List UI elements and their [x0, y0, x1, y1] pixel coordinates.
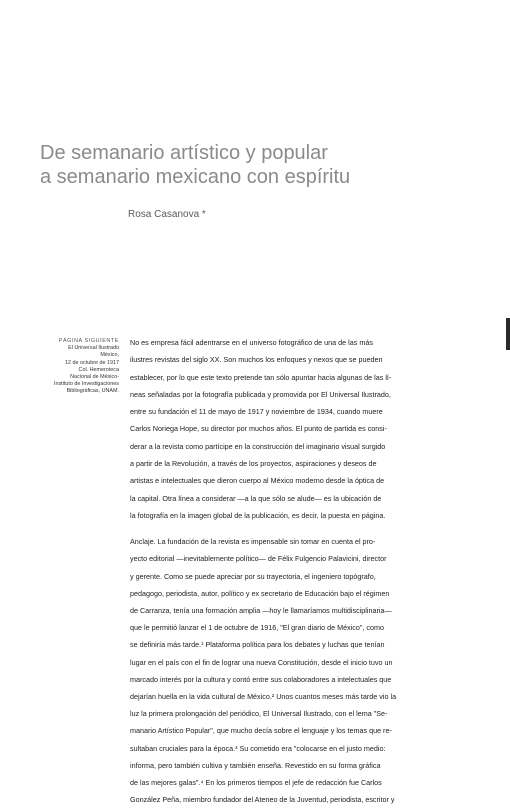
text-line: establecer, por lo que este texto pretende tan sólo apuntar hacia algunas de las lí- [130, 372, 392, 382]
caption-line: Instituto de Investigaciones [53, 381, 119, 388]
caption-line: 12 de octubre de 1917 [65, 359, 119, 366]
text-line: neas señaladas por la fotografía publicada y promovida por El Universal Ilustrado, [130, 389, 391, 399]
page-edge-tab [506, 318, 510, 350]
article-title [40, 141, 350, 189]
caption-label: PÁGINA SIGUIENTE [58, 338, 119, 344]
text-line: a partir de la Revolución, a través de los proyectos, aspiraciones y deseos de [130, 459, 377, 469]
text-line: manario Artístico Popular", que mucho decía sobre el lenguaje y los temas que re- [130, 726, 392, 736]
image-caption [8, 338, 119, 396]
text-line: y gerente. Como se puede apreciar por su trayectoria, el ingeniero topógrafo, [130, 571, 376, 581]
caption-line: Bibliográficas, UNAM. [66, 388, 119, 395]
text-line: González Peña, miembro fundador del Ateneo de la Juventud, periodista, escritor y [130, 795, 395, 805]
text-line: informa, pero también cultiva y también enseña. Revestido en su forma gráfica [130, 760, 381, 770]
text-line: yecto editorial —inevitablemente político— de Félix Fulgencio Palavicini, director [130, 554, 387, 564]
text-line: entre su fundación el 11 de mayo de 1917 y noviembre de 1934, cuando muere [130, 407, 383, 417]
paragraph-2 [130, 536, 457, 811]
text-line: derar a la revista como partícipe en la construcción del imaginario visual surgido [130, 441, 386, 451]
caption-line: Nacional de México- [70, 374, 119, 381]
article-body [130, 337, 457, 811]
caption-line: El Universal Ilustrado [68, 345, 119, 352]
author-name: Rosa Casanova * [128, 209, 206, 220]
text-line: de Carranza, tenía una formación amplia —hoy le llamaríamos multidisciplinaria— [130, 606, 392, 616]
text-line: que le permitió lanzar el 1 de octubre de 1916, "El gran diario de México", como [130, 623, 385, 633]
caption-line: Col. Hemeroteca [78, 366, 119, 373]
text-line: Carlos Noriega Hope, su director por muchos años. El punto de partida es consi- [130, 424, 387, 434]
text-line: marcado interés por la cultura y contó entre sus colaboradores a intelectuales que [130, 674, 392, 684]
text-line: Anclaje. La fundación de la revista es impensable sin tomar en cuenta el pro- [130, 537, 376, 547]
text-line: No es empresa fácil adentrarse en el universo fotográfico de una de las más [130, 338, 373, 347]
text-line: la fotografía en la imagen global de la publicación, es decir, la puesta en página. [130, 510, 386, 520]
paragraph-1 [130, 337, 457, 527]
caption-line: México, [100, 352, 119, 359]
text-line: sultaban cruciales para la época.³ Su cometido era "colocarse en el justo medio: [130, 743, 386, 753]
title-line-1: De semanario artístico y popular [40, 142, 328, 164]
title-line-2: a semanario mexicano con espíritu [40, 166, 351, 188]
text-line: lugar en el país con el fin de lograr una nueva Constitución, desde el inicio tuvo un [130, 657, 393, 667]
text-line: pedagogo, periodista, autor, político y ex secretario de Educación bajo el régimen [130, 588, 390, 598]
text-line: de las mejores galas".⁴ En los primeros tiempos el jefe de redacción fue Carlos [130, 777, 382, 787]
text-line: se definiría más tarde.¹ Plataforma política para los debates y luchas que tenían [130, 640, 385, 650]
text-line: dejarían huella en la vida cultural de México.² Unos cuantos meses más tarde vio la [130, 691, 397, 701]
text-line: la capital. Otra línea a considerar —a la que sólo se alude— es la ubicación de [130, 493, 382, 503]
text-line: artistas e intelectuales que dieron cuerpo al México moderno desde la óptica de [130, 476, 385, 486]
text-line: luz la primera prolongación del periódico, El Universal Ilustrado, con el lema "Se- [130, 709, 388, 719]
text-line: ilustres revistas del siglo XX. Son muchos los enfoques y nexos que se pueden [130, 355, 383, 365]
